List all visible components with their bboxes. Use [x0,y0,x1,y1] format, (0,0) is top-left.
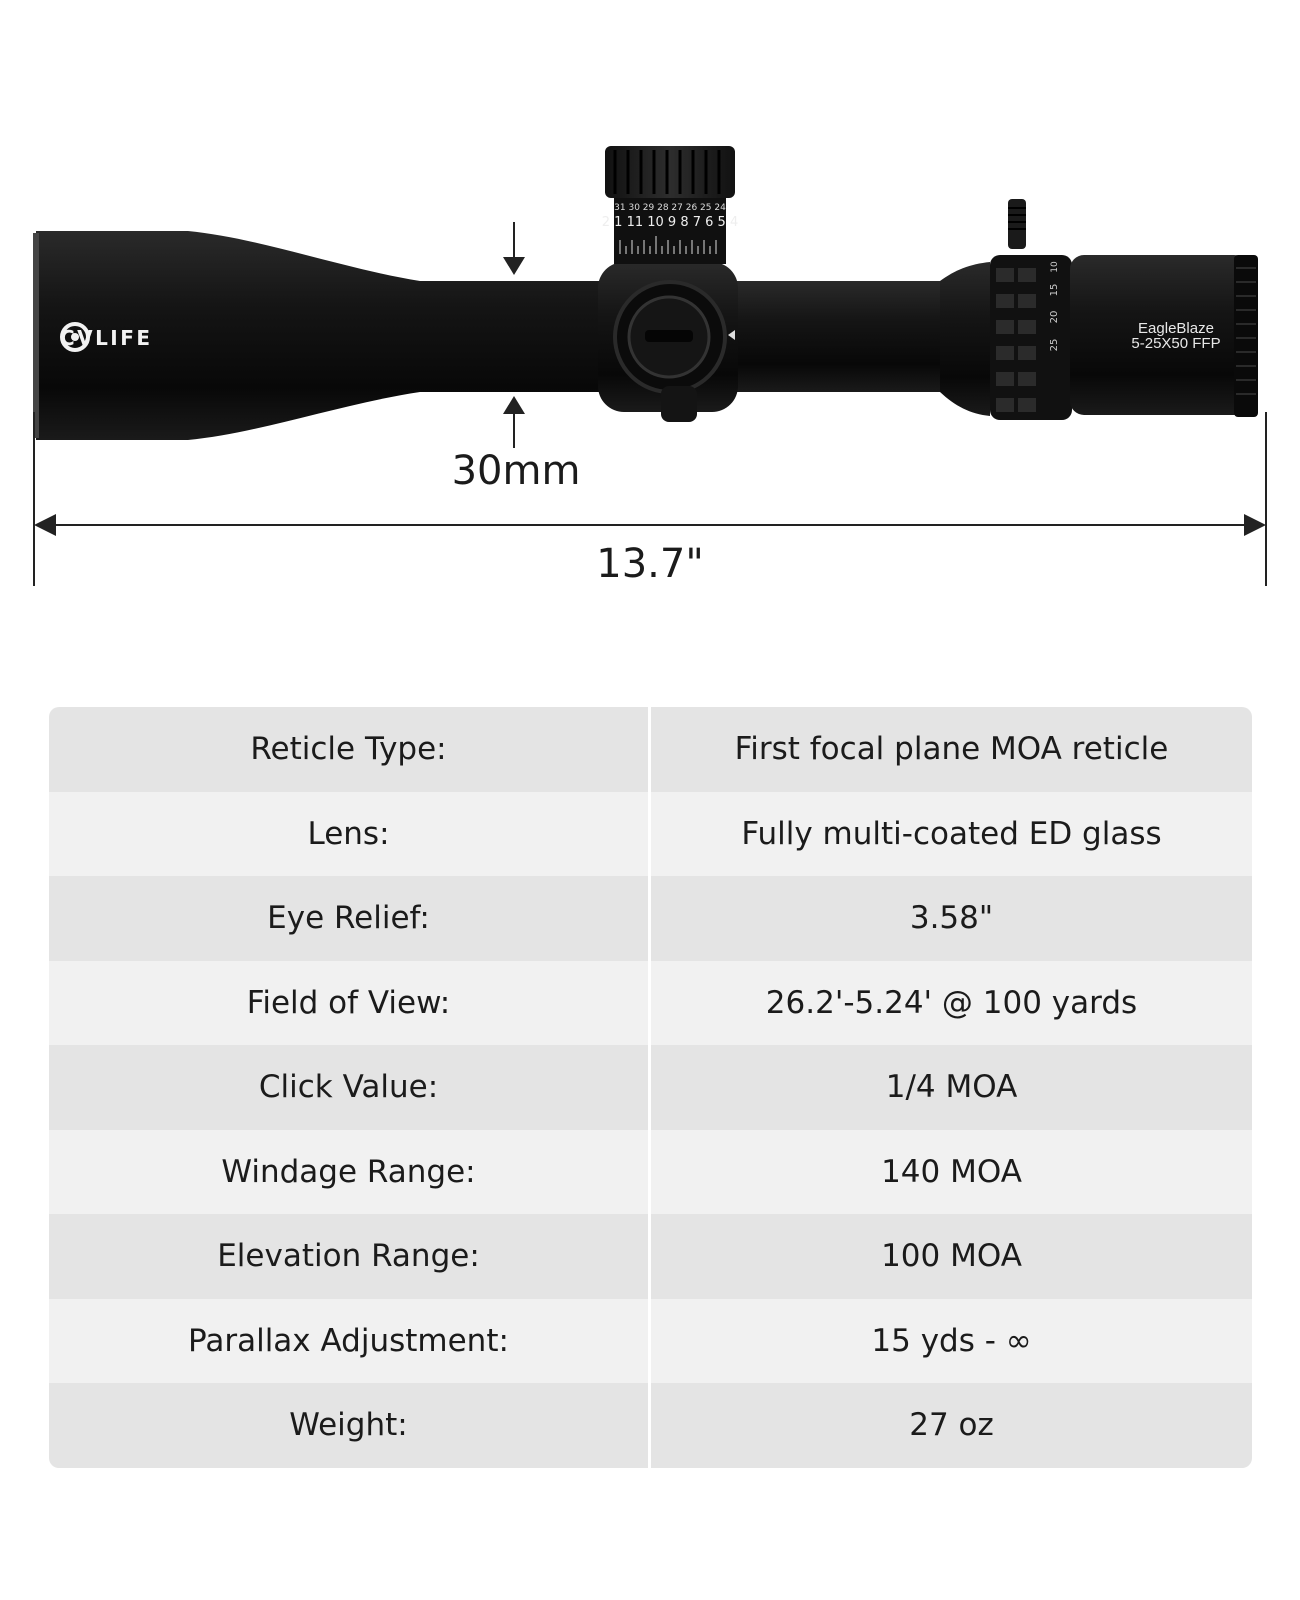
spec-label: Reticle Type: [49,707,648,792]
throw-lever [1008,199,1026,249]
spec-value: 140 MOA [651,1130,1252,1215]
spec-value: First focal plane MOA reticle [651,707,1252,792]
mag-number-20: 20 [1049,310,1060,324]
spec-table [49,707,1252,1468]
spec-value: 100 MOA [651,1214,1252,1299]
spec-row-field-of-view [49,961,1252,1046]
spec-row-lens [49,792,1252,877]
spec-value: 26.2'-5.24' @ 100 yards [651,961,1252,1046]
mag-number-25: 25 [1049,338,1060,352]
spec-label: Parallax Adjustment: [49,1299,648,1384]
spec-label: Windage Range: [49,1130,648,1215]
elevation-turret-cap [605,146,735,198]
spec-label: Lens: [49,792,648,877]
mag-number-15: 15 [1049,283,1060,297]
illumination-knob [661,386,697,422]
spec-label: Elevation Range: [49,1214,648,1299]
eyepiece-flare [940,262,990,416]
spec-row-parallax-adjustment [49,1299,1252,1384]
spec-value: 27 oz [651,1383,1252,1468]
spec-row-click-value [49,1045,1252,1130]
spec-row-windage-range [49,1130,1252,1215]
eyepiece-focus-ring [1234,255,1258,417]
spec-value: 15 yds - ∞ [651,1299,1252,1384]
scope-diagram [0,0,1300,640]
spec-row-weight [49,1383,1252,1468]
spec-label: Click Value: [49,1045,648,1130]
spec-label: Eye Relief: [49,876,648,961]
spec-value: 1/4 MOA [651,1045,1252,1130]
windage-knob-slot [645,330,693,342]
spec-row-reticle-type [49,707,1252,792]
spec-row-eye-relief [49,876,1252,961]
model-name: EagleBlaze [1138,320,1214,337]
spec-value: 3.58" [651,876,1252,961]
brand-logo-text: CVLIFE [60,326,150,350]
turret-large-numbers: 2 1 11 10 9 8 7 6 5 4 [601,215,739,230]
spec-value: Fully multi-coated ED glass [651,792,1252,877]
scope-rear-tube [730,281,960,392]
objective-lens-rim [33,233,39,438]
mag-number-10: 10 [1050,261,1060,273]
tube-diameter-label: 30mm [451,448,581,494]
spec-label: Weight: [49,1383,648,1468]
spec-row-elevation-range [49,1214,1252,1299]
length-label: 13.7" [596,541,704,587]
spec-label: Field of View: [49,961,648,1046]
turret-small-numbers: 31 30 29 28 27 26 25 24 [614,203,726,213]
model-spec: 5-25X50 FFP [1131,335,1221,352]
